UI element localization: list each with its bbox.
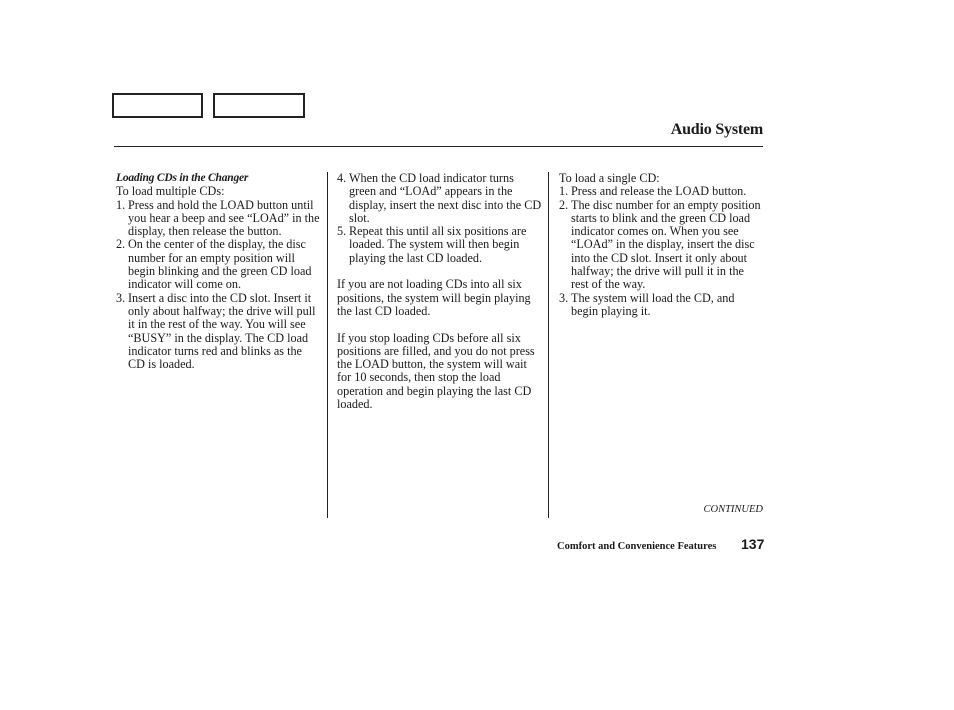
step-text: Press and release the LOAD button. [571, 184, 747, 199]
page-number: 137 [741, 536, 765, 552]
step-item [559, 292, 764, 319]
step-item [337, 172, 542, 225]
column-1 [116, 172, 321, 371]
header-rule [114, 146, 763, 147]
step-number: 2. [559, 197, 569, 212]
sub-heading: Loading CDs in the Changer [116, 172, 249, 184]
step-number: 2. [116, 237, 126, 252]
step-text: Repeat this until all six positions are loaded. The system will then begin playing the last CD loaded. [349, 224, 527, 265]
step-item [559, 199, 764, 292]
continued-label: CONTINUED [703, 504, 763, 515]
column-3 [559, 172, 764, 318]
column-divider-2 [548, 172, 549, 518]
column-divider-1 [327, 172, 328, 518]
body-paragraph: If you are not loading CDs into all six positions, the system will begin playing the last CD loaded. [337, 277, 531, 318]
step-item [116, 238, 321, 291]
step-number: 1. [559, 184, 569, 199]
intro-text: To load multiple CDs: [116, 184, 225, 199]
step-text: On the center of the display, the disc number for an empty position will begin blinking and the green CD load indicator will come on. [128, 237, 312, 292]
step-number: 5. [337, 224, 347, 239]
intro-text: To load a single CD: [559, 171, 660, 185]
step-item [116, 292, 321, 372]
step-text: When the CD load indicator turns green and “LOAd” appears in the display, insert the next disc into the CD slot. [349, 171, 542, 225]
step-number: 1. [116, 197, 126, 212]
section-title: Audio System [670, 121, 763, 138]
step-item [337, 225, 542, 265]
step-text: Insert a disc into the CD slot. Insert it only about halfway; the drive will pull it in the rest of the way. You will see “BUSY” in the display. The CD load indicator turns red and blinks as the CD is loaded. [128, 290, 316, 372]
body-paragraph: If you stop loading CDs before all six positions are filled, and you do not press the LOAD button, the system will wait for 10 seconds, then stop the load operation and begin playing the last CD loaded. [337, 330, 535, 412]
step-number: 3. [559, 290, 569, 305]
header-tab-1 [112, 93, 203, 118]
step-text: The system will load the CD, and begin playing it. [571, 290, 735, 318]
header-tab-2 [213, 93, 305, 118]
step-item [559, 185, 764, 198]
step-text: Press and hold the LOAD button until you hear a beep and see “LOAd” in the display, then release the button. [128, 197, 320, 239]
step-number: 3. [116, 290, 126, 305]
column-2 [337, 172, 542, 411]
step-number: 4. [337, 171, 347, 185]
footer-section-title: Comfort and Convenience Features [557, 541, 717, 552]
step-text: The disc number for an empty position starts to blink and the green CD load indicator comes on. When you see “LOAd” in the display, insert the disc into the CD slot. Insert it only about halfway; the drive will pull it in the rest of the way. [571, 197, 761, 292]
step-item [116, 199, 321, 239]
